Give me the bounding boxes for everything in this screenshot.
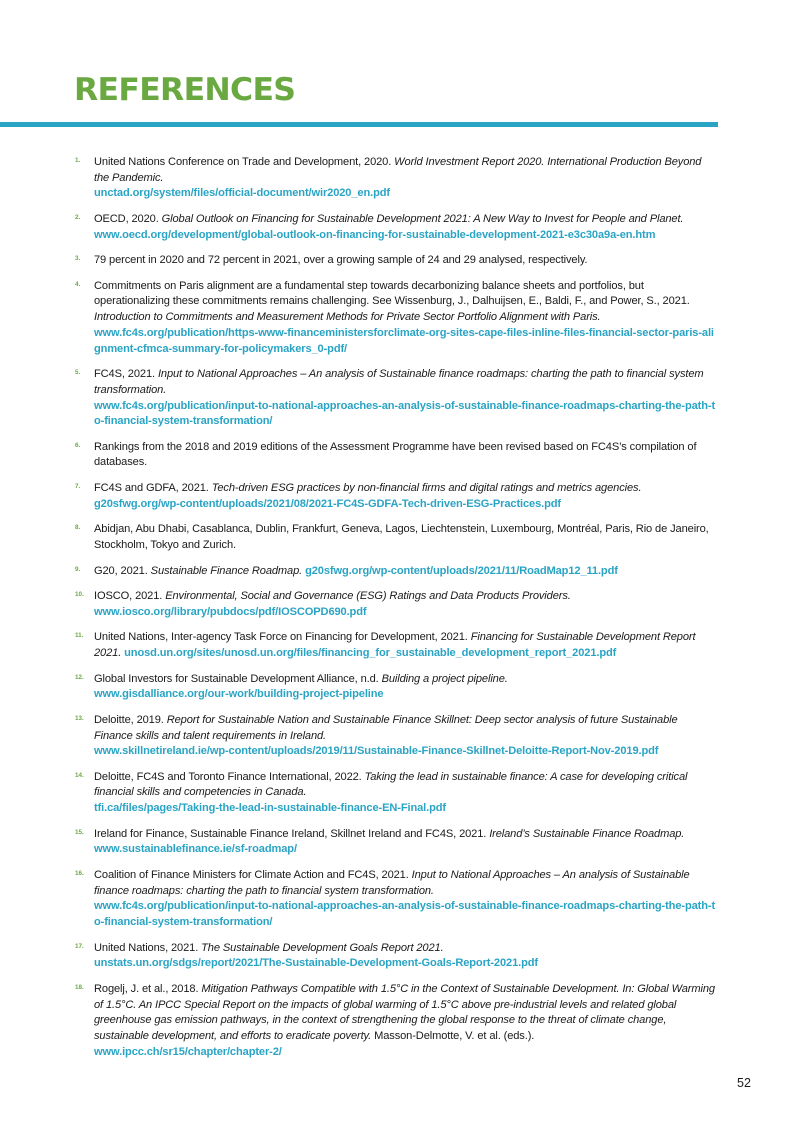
- reference-number: 18.: [75, 983, 84, 991]
- reference-item: [0, 253, 718, 269]
- reference-link[interactable]: www.fc4s.org/publication/https-www-financeministersforclimate-org-sites-cape-files-inline-files-financial-sector-paris-alignment-cfmca-summary-for-policymakers_0-pdf/: [94, 326, 714, 355]
- reference-number: 12.: [75, 673, 84, 681]
- reference-item: [0, 630, 718, 661]
- reference-link[interactable]: unctad.org/system/files/official-document/wir2020_en.pdf: [94, 187, 390, 200]
- reference-item: [0, 672, 718, 703]
- reference-number: 13.: [75, 714, 84, 722]
- reference-item: [0, 982, 718, 1061]
- page-title: REFERENCES: [74, 72, 296, 108]
- reference-number: 17.: [75, 942, 84, 950]
- reference-title: Taking the lead in sustainable finance: A case for developing critical financial skills and competencies in Canada.: [94, 770, 688, 799]
- reference-link[interactable]: www.fc4s.org/publication/input-to-national-approaches-an-analysis-of-sustainable-finance-roadmaps-charting-the-path-to-financial-system-transformation/: [94, 399, 716, 428]
- title-divider: [0, 122, 718, 127]
- reference-text: Coalition of Finance Ministers for Climate Action and FC4S, 2021.: [94, 868, 412, 881]
- reference-text: United Nations Conference on Trade and Development, 2020.: [94, 156, 395, 168]
- reference-text: Rogelj, J. et al., 2018.: [94, 982, 202, 995]
- reference-number: 8.: [75, 524, 81, 532]
- reference-item: [0, 827, 718, 858]
- reference-number: 4.: [75, 280, 81, 288]
- reference-item: [0, 440, 718, 471]
- references-list: [0, 155, 793, 1070]
- reference-title: Financing for Sustainable Development Report 2021.: [94, 631, 696, 660]
- reference-number: 15.: [75, 828, 84, 836]
- reference-item: [0, 713, 718, 760]
- reference-link[interactable]: tfi.ca/files/pages/Taking-the-lead-in-sustainable-finance-EN-Final.pdf: [94, 802, 446, 815]
- reference-title: World Investment Report 2020. International Production Beyond the Pandemic.: [94, 156, 702, 184]
- reference-link[interactable]: www.oecd.org/development/global-outlook-on-financing-for-sustainable-development-2021-e3c30a9a-en.htm: [94, 228, 656, 241]
- reference-item: [0, 481, 718, 512]
- reference-link[interactable]: www.iosco.org/library/pubdocs/pdf/IOSCOPD690.pdf: [94, 605, 367, 618]
- reference-title: Input to National Approaches – An analysis of Sustainable finance roadmaps: charting the path to financial system transformation.: [94, 368, 704, 396]
- reference-number: 11.: [75, 632, 84, 640]
- reference-text: OECD, 2020.: [94, 212, 162, 225]
- reference-number: 5.: [75, 369, 81, 377]
- reference-item: [0, 367, 718, 430]
- reference-title: Input to National Approaches – An analysis of Sustainable finance roadmaps: charting the path to financial system transformation.: [94, 868, 690, 897]
- reference-title: Sustainable Finance Roadmap.: [150, 564, 303, 577]
- reference-text: Deloitte, 2019.: [94, 713, 167, 726]
- reference-title: Introduction to Commitments and Measurement Methods for Private Sector Portfolio Alignment with Paris.: [94, 311, 601, 324]
- reference-item: [0, 589, 718, 620]
- reference-text: United Nations, Inter-agency Task Force on Financing for Development, 2021.: [94, 631, 471, 644]
- reference-item: [0, 155, 718, 202]
- reference-link[interactable]: www.fc4s.org/publication/input-to-national-approaches-an-analysis-of-sustainable-finance-roadmaps-charting-the-path-to-financial-system-transformation/: [94, 900, 716, 929]
- reference-number: 1.: [75, 157, 81, 164]
- reference-text: 79 percent in 2020 and 72 percent in 2021, over a growing sample of 24 and 29 analysed, respectively.: [94, 254, 588, 267]
- reference-text: Ireland for Finance, Sustainable Finance Ireland, Skillnet Ireland and FC4S, 2021.: [94, 827, 490, 840]
- reference-item: [0, 279, 718, 358]
- reference-link[interactable]: www.skillnetireland.ie/wp-content/uploads/2019/11/Sustainable-Finance-Skillnet-Deloitte-Report-Nov-2019.pdf: [94, 745, 659, 758]
- reference-title: Ireland’s Sustainable Finance Roadmap.: [489, 827, 685, 840]
- reference-link[interactable]: unosd.un.org/sites/unosd.un.org/files/financing_for_sustainable_development_report_2021.pdf: [124, 647, 617, 660]
- page-number: 52: [737, 1076, 751, 1090]
- reference-text: Rankings from the 2018 and 2019 editions of the Assessment Programme have been revised based on FC4S’s compilation of databases.: [94, 440, 697, 469]
- reference-title: The Sustainable Development Goals Report 2021.: [201, 941, 444, 954]
- reference-number: 7.: [75, 483, 81, 491]
- reference-link[interactable]: unstats.un.org/sdgs/report/2021/The-Sustainable-Development-Goals-Report-2021.pdf: [94, 957, 538, 970]
- reference-link[interactable]: www.sustainablefinance.ie/sf-roadmap/: [94, 843, 297, 856]
- reference-number: 9.: [75, 565, 81, 573]
- reference-number: 2.: [75, 213, 81, 221]
- reference-link[interactable]: g20sfwg.org/wp-content/uploads/2021/11/RoadMap12_11.pdf: [305, 564, 618, 577]
- reference-text: Global Investors for Sustainable Development Alliance, n.d.: [94, 672, 382, 685]
- reference-link[interactable]: www.ipcc.ch/sr15/chapter/chapter-2/: [94, 1045, 282, 1058]
- reference-item: [0, 770, 718, 817]
- reference-number: 14.: [75, 771, 84, 779]
- reference-text: United Nations, 2021.: [94, 941, 202, 954]
- reference-item: [0, 212, 718, 243]
- reference-link[interactable]: g20sfwg.org/wp-content/uploads/2021/08/2021-FC4S-GDFA-Tech-driven-ESG-Practices.pdf: [94, 497, 561, 510]
- reference-item: [0, 868, 718, 931]
- reference-item: [0, 522, 718, 553]
- reference-text: FC4S and GDFA, 2021.: [94, 482, 212, 495]
- reference-link[interactable]: www.gisdalliance.org/our-work/building-project-pipeline: [94, 688, 384, 701]
- reference-title: Environmental, Social and Governance (ESG) Ratings and Data Products Providers.: [165, 590, 571, 603]
- reference-title: Building a project pipeline.: [381, 672, 508, 685]
- reference-title: Mitigation Pathways Compatible with 1.5°C in the Context of Sustainable Development. In: Global Warming of 1.5°C. An IPCC Special Report on the impacts of global warming of 1.5°C above pre-industrial levels and related global greenhouse gas emission pathways, in the context of strengthening the global response to the threat of climate change, sustainable development, and efforts to eradicate poverty.: [94, 982, 715, 1042]
- reference-number: 16.: [75, 869, 84, 877]
- reference-item: [0, 941, 718, 972]
- reference-number: 10.: [75, 591, 84, 599]
- reference-text: IOSCO, 2021.: [94, 590, 166, 603]
- reference-number: 3.: [75, 255, 81, 263]
- reference-text: Masson-Delmotte, V. et al. (eds.).: [371, 1029, 535, 1042]
- reference-item: [0, 564, 718, 580]
- reference-title: Report for Sustainable Nation and Sustainable Finance Skillnet: Deep sector analysis of future Sustainable Finance skills and talent requirements in Ireland.: [94, 713, 678, 742]
- reference-title: Global Outlook on Financing for Sustainable Development 2021: A New Way to Invest for People and Planet.: [161, 212, 684, 225]
- reference-text: G20, 2021.: [94, 564, 151, 577]
- reference-text: Deloitte, FC4S and Toronto Finance International, 2022.: [94, 770, 365, 783]
- reference-text: Abidjan, Abu Dhabi, Casablanca, Dublin, Frankfurt, Geneva, Lagos, Liechtenstein, Luxembourg, Montréal, Paris, Rio de Janeiro, Stockholm, Tokyo and Zurich.: [94, 523, 709, 551]
- reference-text: FC4S, 2021.: [94, 368, 158, 381]
- reference-title: Tech-driven ESG practices by non-financial firms and digital ratings and metrics agencies.: [211, 482, 642, 495]
- reference-text: Commitments on Paris alignment are a fundamental step towards decarbonizing balance sheets and portfolios, but operationalizing these commitments remains challenging. See Wissenburg, J., Dalhuijsen, E., Baldi, F., and Power, S., 2021.: [94, 279, 690, 308]
- reference-number: 6.: [75, 441, 81, 449]
